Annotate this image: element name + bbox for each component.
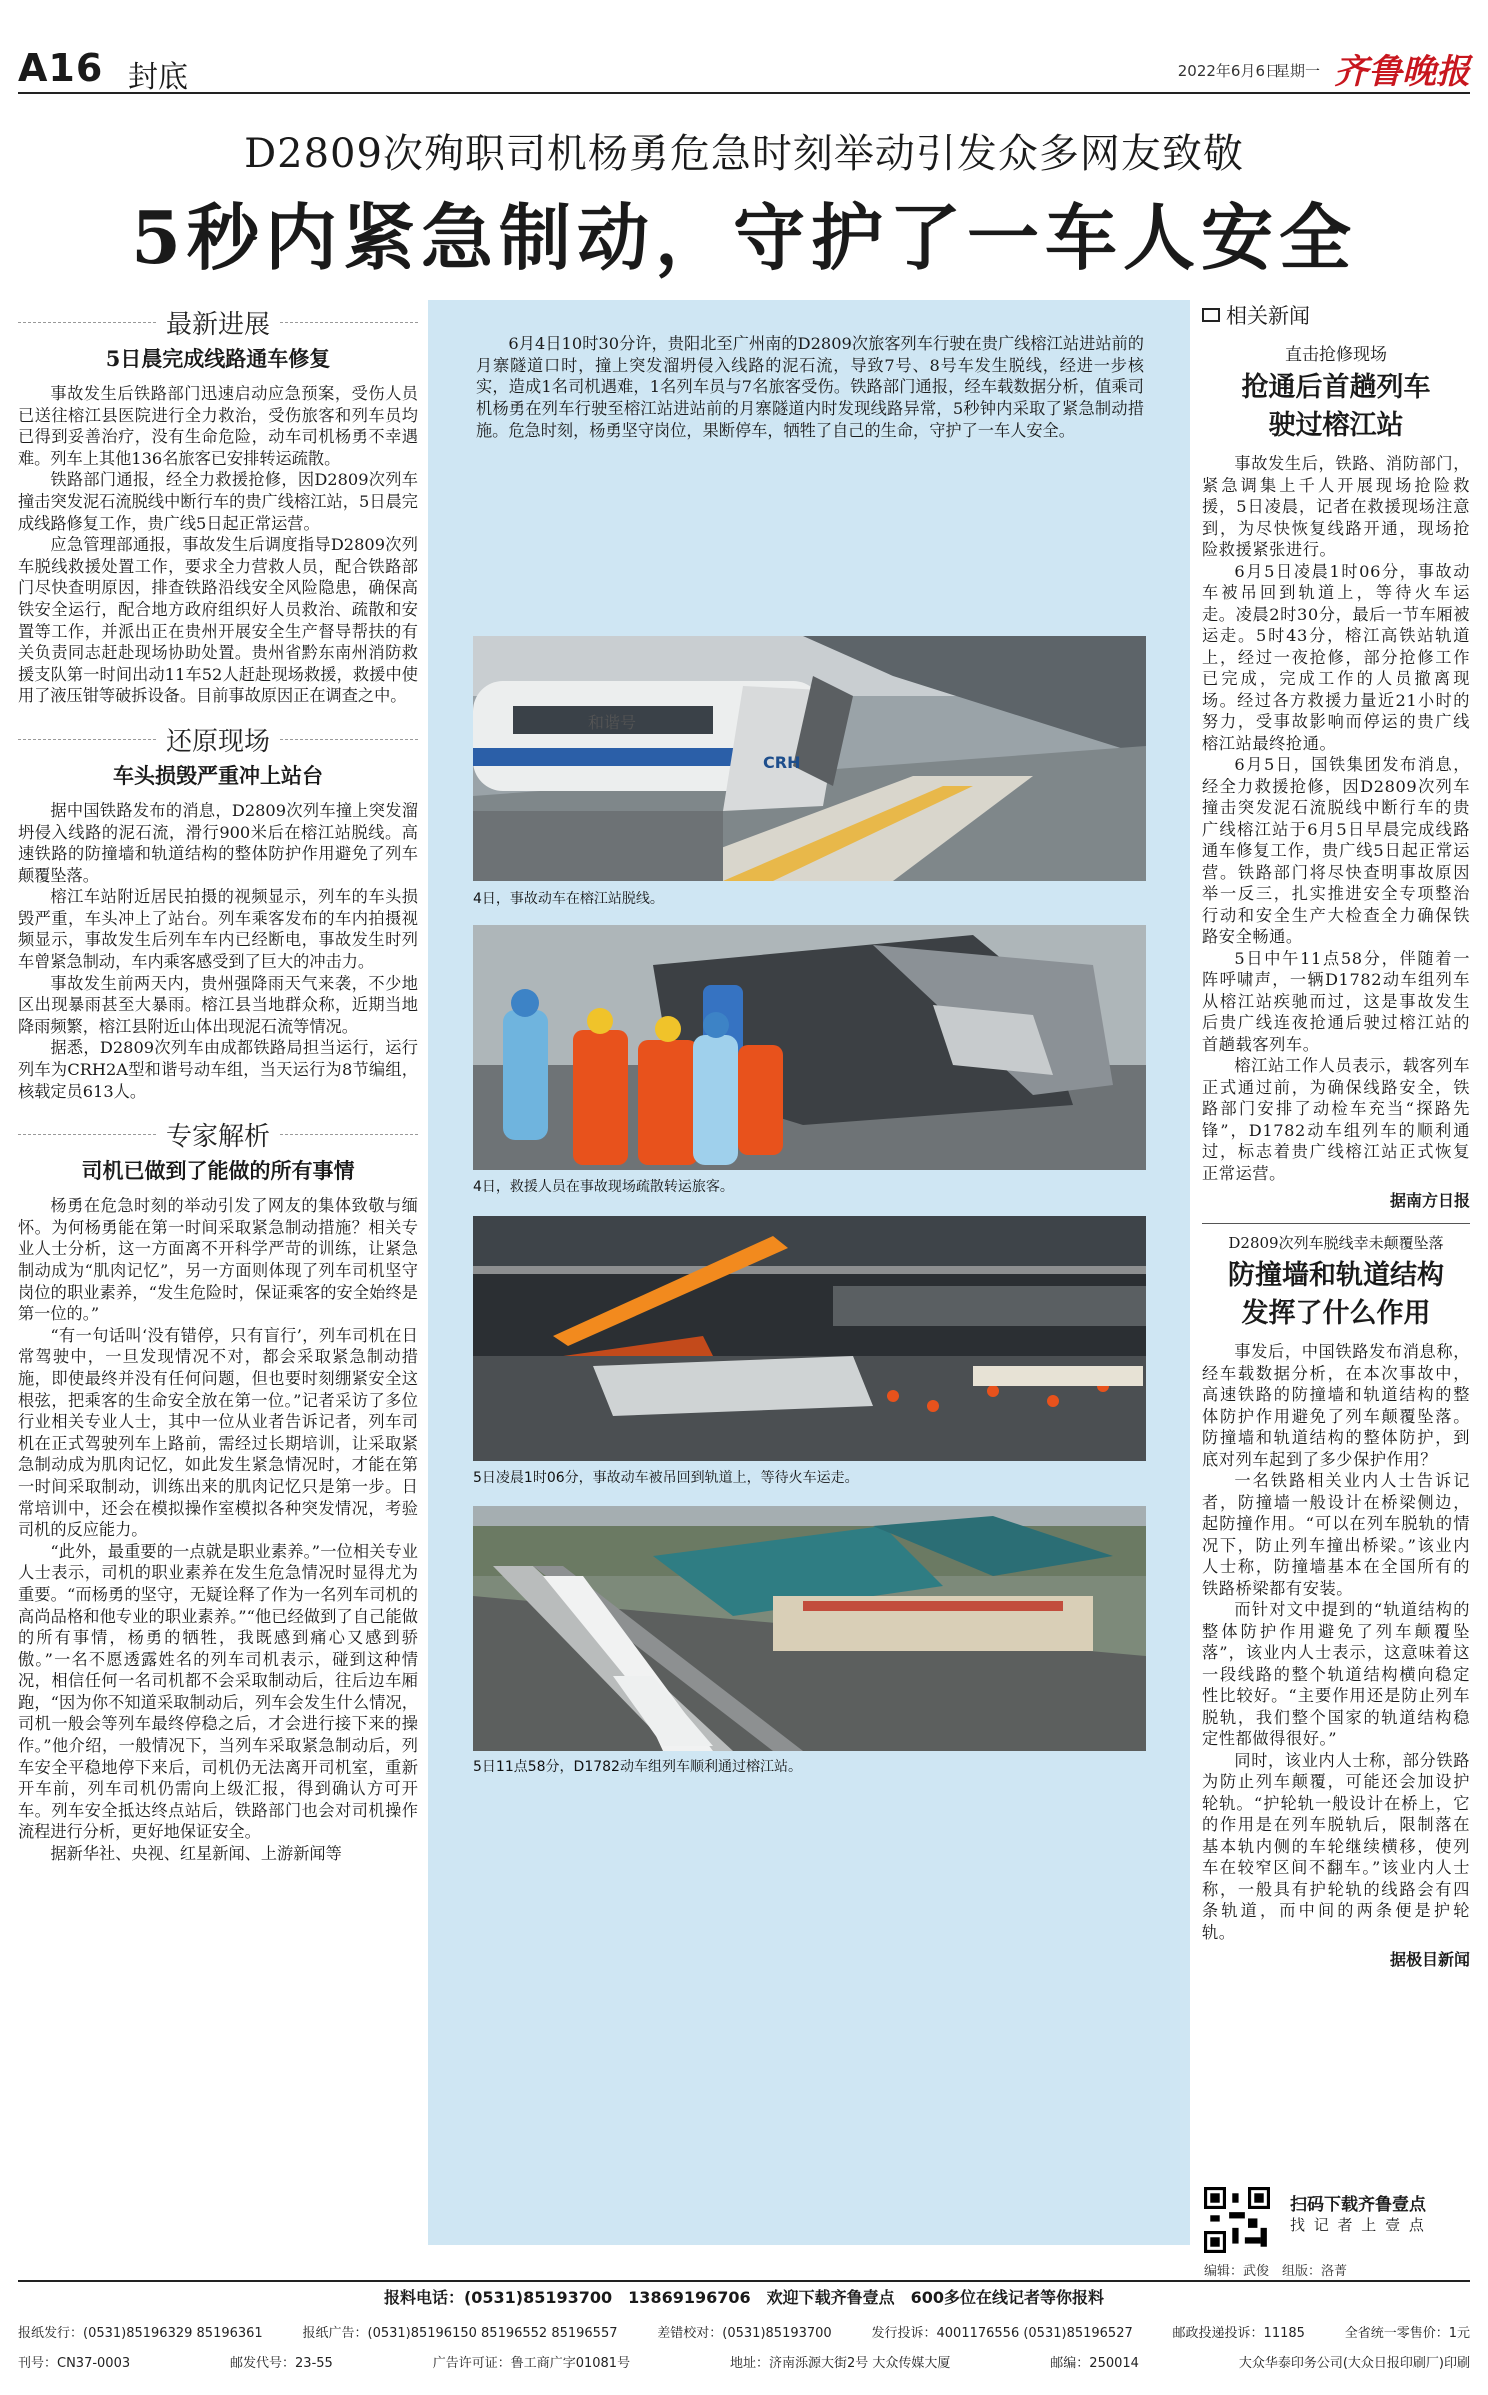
qr-caption-subtitle: 找 记 者 上 壹 点 [1290, 2216, 1426, 2234]
photo-crane-night [473, 1216, 1146, 1461]
tag-box-icon [1202, 308, 1220, 322]
train-model-text: CRH [763, 753, 801, 772]
train-brand-text: 和谐号 [588, 713, 637, 732]
headline-subtitle: D2809次殉职司机杨勇危急时刻举动引发众多网友致敬 [244, 131, 1244, 177]
paragraph: 6月5日凌晨1时06分，事故动车被吊回到轨道上，等待火车运走。凌晨2时30分，最后一节车厢被运走。5时43分，榕江高铁站轨道上，经过一夜抢修，部分抢修工作已完成，完成工作的人员撤离现场。经过各方救援力量近21小时的努力，受事故影响而停运的贵广线榕江站最终抢通。 [1202, 561, 1470, 753]
paragraph: 6月5日，国铁集团发布消息，经全力救援抢修，因D2809次列车撞击突发泥石流脱线中断行车的贵广线榕江站于6月5日早晨完成线路通车修复工作，贵广线5日起正常运营。铁路部门将尽快查明事故原因举一反三，扎实推进安全专项整治行动和安全生产大检查全力确保铁路安全畅通。 [1202, 755, 1470, 946]
qr-caption-title: 扫码下载齐鲁壹点 [1290, 2195, 1426, 2215]
source-credit: 据新华社、央视、红星新闻、上游新闻等 [50, 1844, 342, 1864]
footer-row [18, 2322, 1470, 2341]
photo-caption: 4日，救援人员在事故现场疏散转运旅客。 [473, 1179, 734, 1195]
hotline-banner: 报料电话：(0531)85193700 13869196706 欢迎下载齐鲁壹点 600多位在线记者等你报料 [383, 2288, 1105, 2307]
newspaper-logo: 齐鲁晚报 [1334, 52, 1470, 92]
footer-item: 大众华泰印务公司(大众日报印刷厂)印刷 [1238, 2356, 1470, 2371]
footer-item: 广告许可证：鲁工商广字01081号 [432, 2356, 631, 2371]
footer-item: 差错校对：(0531)85193700 [657, 2326, 832, 2341]
page-header [18, 40, 1470, 94]
section-name: 封底 [128, 60, 188, 95]
article-kicker: 直击抢修现场 [1285, 345, 1387, 365]
footer-rule [18, 2280, 1470, 2282]
article-title [1202, 1257, 1470, 1333]
photo-caption: 5日11点58分，D1782动车组列车顺利通过榕江站。 [473, 1759, 802, 1775]
footer-item: 刊号：CN37-0003 [18, 2356, 131, 2371]
footer-row [18, 2352, 1470, 2371]
section-heading: 司机已做到了能做的所有事情 [81, 1158, 355, 1184]
kicker-text: 专家解析 [166, 1122, 271, 1153]
paragraph: 事发后，中国铁路发布消息称，经车载数据分析，在本次事故中，高速铁路的防撞墙和轨道结构的整体防护作用避免了列车颠覆坠落。防撞墙和轨道结构的整体防护，到底对列车起到了多少保护作用？ [1202, 1342, 1470, 1469]
paragraph: 5日中午11点58分，伴随着一阵呼啸声，一辆D1782动车组列车从榕江站疾驰而过，这是事故发生后贵广线连夜抢通后驶过榕江站的首趟载客列车。 [1202, 948, 1470, 1054]
editor-credit: 编辑：武俊 组版：洛菁 [1204, 2264, 1348, 2279]
headline-title: 5秒内紧急制动，守护了一车人安全 [130, 195, 1358, 280]
title-line: 防撞墙和轨道结构 [1228, 1260, 1444, 1291]
source-credit: 据南方日报 [1389, 1191, 1470, 1210]
article-kicker: D2809次列车脱线幸未颠覆坠落 [1228, 1234, 1444, 1252]
article-title [1202, 369, 1470, 445]
footer-item: 邮编：250014 [1050, 2356, 1139, 2371]
section-heading: 5日晨完成线路通车修复 [105, 346, 331, 371]
kicker-scene [18, 721, 418, 758]
footer-item: 发行投诉：4001176556 (0531)85196527 [871, 2326, 1133, 2341]
kicker-expert [18, 1116, 418, 1153]
kicker-text: 还原现场 [166, 726, 271, 757]
footer-item: 报纸发行：(0531)85196329 85196361 [18, 2326, 263, 2341]
footer-item: 报纸广告：(0531)85196150 85196552 85196557 [302, 2326, 618, 2341]
footer-item: 全省统一零售价：1元 [1344, 2326, 1470, 2341]
paragraph: 事故发生后，铁路、消防部门，紧急调集上千人开展现场抢险救援，5日凌晨，记者在救援现场注意到，为尽快恢复线路开通，现场抢险救援紧张进行。 [1202, 454, 1470, 559]
paragraph: 事故发生前两天内，贵州强降雨天气来袭，不少地区出现暴雨甚至大暴雨。榕江县当地群众称，近期当地降雨频繁，榕江县附近山体出现泥石流等情况。 [18, 973, 418, 1036]
paragraph: 而针对文中提到的“轨道结构的整体防护作用避免了列车颠覆坠落”，该业内人士表示，这意味着这一段线路的整个轨道结构横向稳定性比较好。“主要作用还是防止列车脱轨，我们整个国家的轨道结构稳定性都做得很好。” [1202, 1600, 1470, 1748]
photo-derailed-train [473, 636, 1146, 881]
qr-code-icon[interactable] [1204, 2187, 1270, 2253]
paragraph: “有一句话叫‘没有错停，只有盲行’，列车司机在日常驾驶中，一旦发现情况不对，都会采取紧急制动措施，即使最终并没有任何问题，但也要时刻绷紧安全这根弦，把乘客的生命安全放在第一位。”记者采访了多位行业相关专业人士，其中一位从业者告诉记者，列车司机在正式驾驶列车上路前，需经过长期培训，让采取紧急制动成为肌肉记忆，如此发生紧急情况时，才能在第一时间采取制动，训练出来的肌肉记忆只是第一步。日常培训中，还会在模拟操作室模拟各种突发情况，考验司机的反应能力。 [18, 1325, 418, 1540]
related-news-tag [1202, 300, 1470, 330]
footer-item: 邮政投递投诉：11185 [1172, 2326, 1305, 2341]
section-heading: 车头损毁严重冲上站台 [113, 762, 323, 788]
paragraph: 据中国铁路发布的消息，D2809次列车撞上突发溜坍侵入线路的泥石流，滑行900米后在榕江站脱线。高速铁路的防撞墙和轨道结构的整体防护作用避免了列车颠覆坠落。 [18, 800, 418, 885]
paragraph: 事故发生后铁路部门迅速启动应急预案，受伤人员已送往榕江县医院进行全力救治，受伤旅客和列车员均已得到妥善治疗，没有生命危险，动车司机杨勇不幸遇难。列车上其他136名旅客已安排转运疏散。 [18, 384, 418, 468]
divider [1202, 1223, 1470, 1224]
page-number: A16 [18, 46, 104, 90]
title-line: 抢通后首趟列车 [1241, 372, 1431, 403]
kicker-text: 最新进展 [166, 310, 271, 340]
paragraph: “此外，最重要的一点就是职业素养。”一位相关专业人士表示，司机的职业素养在发生危急情况时显得尤为重要。“而杨勇的坚守，无疑诠释了作为一名列车司机的高尚品格和他专业的职业素养。”“他已经做到了自己能做的所有事情，杨勇的牺牲，我既感到痛心又感到骄傲。”一名不愿透露姓名的列车司机表示，碰到这种情况，相信任何一名司机都不会采取制动后，往后边车厢跑，“因为你不知道采取制动后，列车会发生什么情况，司机一般会等列车最终停稳之后，才会进行接下来的操作。”他介绍，一般情况下，当列车采取紧急制动后，列车安全平稳地停下来后，司机仍无法离开司机室，重新开车前，列车司机仍需向上级汇报，得到确认方可开车。列车安全抵达终点站后，铁路部门也会对司机操作流程进行分析，更好地保证安全。 [18, 1541, 418, 1842]
paragraph: 榕江站工作人员表示，载客列车正式通过前，为确保线路安全，铁路部门安排了动检车充当“探路先锋”，D1782动车组列车的顺利通过，标志着贵广线榕江站正式恢复正常运营。 [1202, 1056, 1470, 1183]
photo-caption: 4日，事故动车在榕江站脱线。 [473, 891, 664, 907]
paragraph: 据悉，D2809次列车由成都铁路局担当运行，运行列车为CRH2A型和谐号动车组，当天运行为8节编组，核载定员613人。 [18, 1038, 418, 1101]
paragraph: 应急管理部通报，事故发生后调度指导D2809次列车脱线救援处置工作，要求全力营救人员，配合铁路部门尽快查明原因，排查铁路沿线安全风险隐患，确保高铁安全运行，配合地方政府组织好人员救治、疏散和安置等工作，并派出正在贵州开展安全生产督导帮扶的有关负责同志赶赴现场协助处置。贵州省黔东南州消防救援支队第一时间出动11车52人赶赴现场救援，救援中使用了液压钳等破拆设备。目前事故原因正在调查之中。 [18, 535, 418, 706]
tag-text: 相关新闻 [1226, 304, 1310, 328]
paragraph: 铁路部门通报，经全力救援抢修，因D2809次列车撞击突发泥石流脱线中断行车的贵广线榕江站，5日晨完成线路修复工作，贵广线5日起正常运营。 [18, 470, 418, 533]
photo-caption: 5日凌晨1时06分，事故动车被吊回到轨道上，等待火车运走。 [473, 1470, 859, 1486]
right-column [1202, 300, 1470, 1982]
source-credit: 据极目新闻 [1389, 1950, 1470, 1969]
paragraph: 同时，该业内人士称，部分铁路为防止列车颠覆，可能还会加设护轮轨。“护轮轨一般设计在桥上，它的作用是在列车脱轨后，限制落在基本轨内侧的车轮继续横移，使列车在较窄区间不翻车。”该业内人士称，一般具有护轮轨的线路会有四条轨道，而中间的两条便是护轮轨。 [1202, 1750, 1470, 1942]
photo-rescue [473, 925, 1146, 1170]
footer-item: 地址：济南泺源大街2号 大众传媒大厦 [729, 2356, 951, 2371]
paragraph: 榕江车站附近居民拍摄的视频显示，列车的车头损毁严重，车头冲上了站台。列车乘客发布的车内拍摄视频显示，事故发生后列车车内已经断电，事故发生时列车曾紧急制动，车内乘客感受到了巨大的冲击力。 [18, 887, 418, 972]
title-line: 发挥了什么作用 [1241, 1298, 1431, 1329]
photo-image [473, 1216, 1146, 1461]
paragraph: 一名铁路相关业内人士告诉记者，防撞墙一般设计在桥梁侧边，起防撞作用。“可以在列车脱轨的情况下，防止列车撞出桥梁。”该业内人士称，防撞墙基本在全国所有的铁路桥梁都有安装。 [1202, 1471, 1470, 1598]
photo-image [473, 925, 1146, 1170]
photo-image [473, 636, 1146, 881]
kicker-latest [18, 304, 418, 341]
photo-image [473, 1506, 1146, 1751]
issue-weekday: 星期一 [1274, 62, 1320, 80]
left-column [18, 300, 418, 1865]
photo-train-passing [473, 1506, 1146, 1751]
intro-paragraph: 6月4日10时30分许，贵阳北至广州南的D2809次旅客列车行驶在贵广线榕江站进站前的月寨隧道口时，撞上突发溜坍侵入线路的泥石流，导致7号、8号车发生脱线，经进一步核实，造成1名司机遇难，1名列车员与7名旅客受伤。铁路部门通报，经车载数据分析，值乘司机杨勇在列车行驶至榕江站进站前的月寨隧道内时发现线路异常，5秒钟内采取了紧急制动措施。危急时刻，杨勇坚守岗位，果断停车，牺牲了自己的生命，守护了一车人安全。 [476, 334, 1144, 440]
title-line: 驶过榕江站 [1268, 410, 1404, 441]
footer-item: 邮发代号：23-55 [230, 2356, 333, 2371]
paragraph: 杨勇在危急时刻的举动引发了网友的集体致敬与缅怀。为何杨勇能在第一时间采取紧急制动措施？相关专业人士分析，这一方面离不开科学严苛的训练，让紧急制动成为“肌肉记忆”，另一方面则体现了列车司机坚守岗位的职业素养，“发生危险时，保证乘客的安全始终是第一位的。” [18, 1196, 418, 1324]
photo-panel [428, 300, 1190, 2245]
issue-date: 2022年6月6日 [1177, 62, 1280, 80]
